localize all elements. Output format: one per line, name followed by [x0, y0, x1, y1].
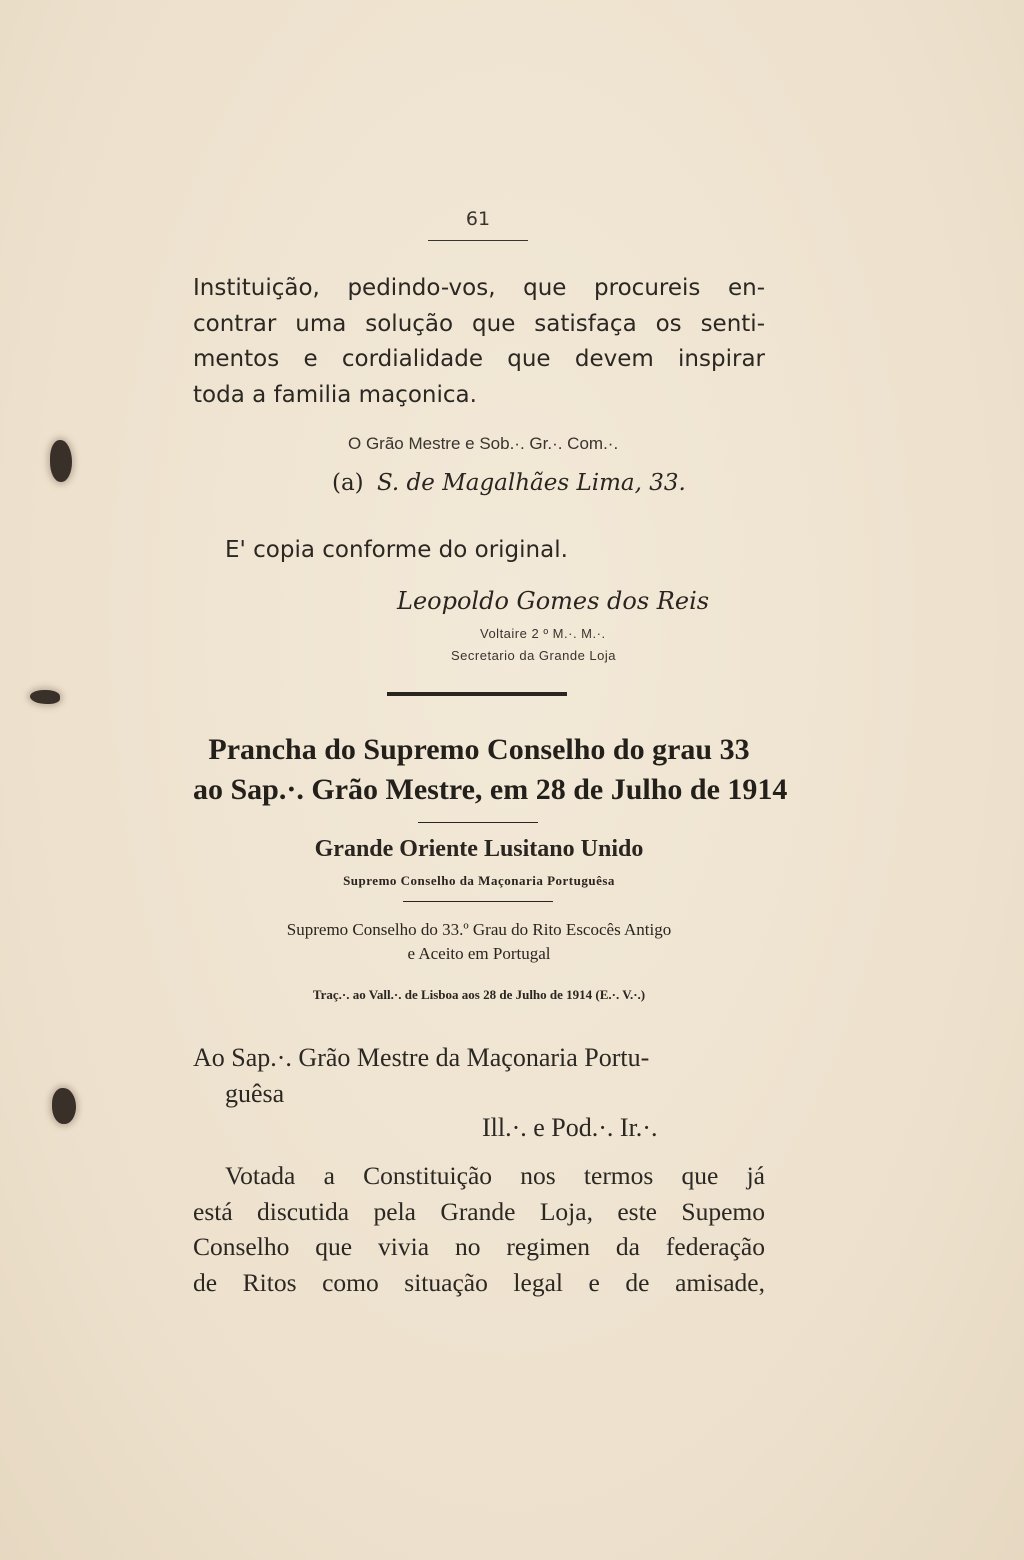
paragraph-1-line: contrar uma solução que satisfaça os senti-	[193, 310, 765, 337]
section-heading-line-2: ao Sap.·. Grão Mestre, em 28 de Julho de 1914	[193, 773, 788, 806]
salutation: Ill.·. e Pod.·. Ir.·.	[482, 1113, 658, 1142]
address-line-1: Ao Sap.·. Grão Mestre da Maçonaria Portu-	[193, 1043, 650, 1072]
copy-note: E' copia conforme do original.	[225, 537, 568, 563]
dateline: Traç.·. ao Vall.·. de Lisboa aos 28 de Julho de 1914 (E.·. V.·.)	[312, 987, 646, 1002]
signature-2-line-1: Voltaire 2 º M.·. M.·.	[480, 626, 606, 641]
council-line-2: e Aceito em Portugal	[407, 944, 551, 963]
paragraph-1-line: toda a familia maçonica.	[193, 381, 477, 408]
paragraph-2-line: Conselho que vivia no regimen da federação	[193, 1232, 765, 1261]
council-line-1: Supremo Conselho do 33.º Grau do Rito Escocês Antigo	[286, 920, 672, 939]
paragraph-1	[193, 271, 765, 413]
binding-hole-3	[52, 1088, 76, 1124]
heading-underline	[418, 822, 538, 823]
paragraph-1-line: Instituição, pedindo-vos, que procureis en-	[193, 275, 765, 301]
letterhead-sub: Supremo Conselho da Maçonaria Portuguêsa	[343, 873, 615, 888]
paragraph-2-line: de Ritos como situação legal e de amisade,	[193, 1267, 765, 1297]
address-line-2: guêsa	[225, 1079, 285, 1108]
signature-1-prefix: (a)	[332, 470, 364, 496]
paragraph-2	[193, 1158, 765, 1300]
section-heading-line-1: Prancha do Supremo Conselho do grau 33	[208, 733, 750, 766]
letterhead-divider	[403, 901, 553, 902]
binding-hole-2	[30, 690, 60, 704]
signature-1-name: S. de Magalhães Lima, 33.	[376, 470, 686, 496]
signature-2-line-2: Secretario da Grande Loja	[451, 648, 616, 663]
signature-1-title: O Grão Mestre e Sob.·. Gr.·. Com.·.	[348, 434, 619, 453]
paragraph-2-line: Votada a Constituição nos termos que já	[225, 1161, 765, 1190]
paragraph-2-line: está discutida pela Grande Loja, este Supemo	[193, 1196, 765, 1226]
signature-2-name: Leopoldo Gomes dos Reis	[397, 587, 710, 615]
page-number: 61	[428, 208, 528, 241]
paragraph-1-line: mentos e cordialidade que devem inspirar	[193, 346, 765, 372]
binding-hole-1	[50, 440, 72, 482]
letterhead-org: Grande Oriente Lusitano Unido	[314, 836, 644, 862]
section-divider	[387, 692, 567, 696]
signature-1-line	[332, 470, 686, 496]
